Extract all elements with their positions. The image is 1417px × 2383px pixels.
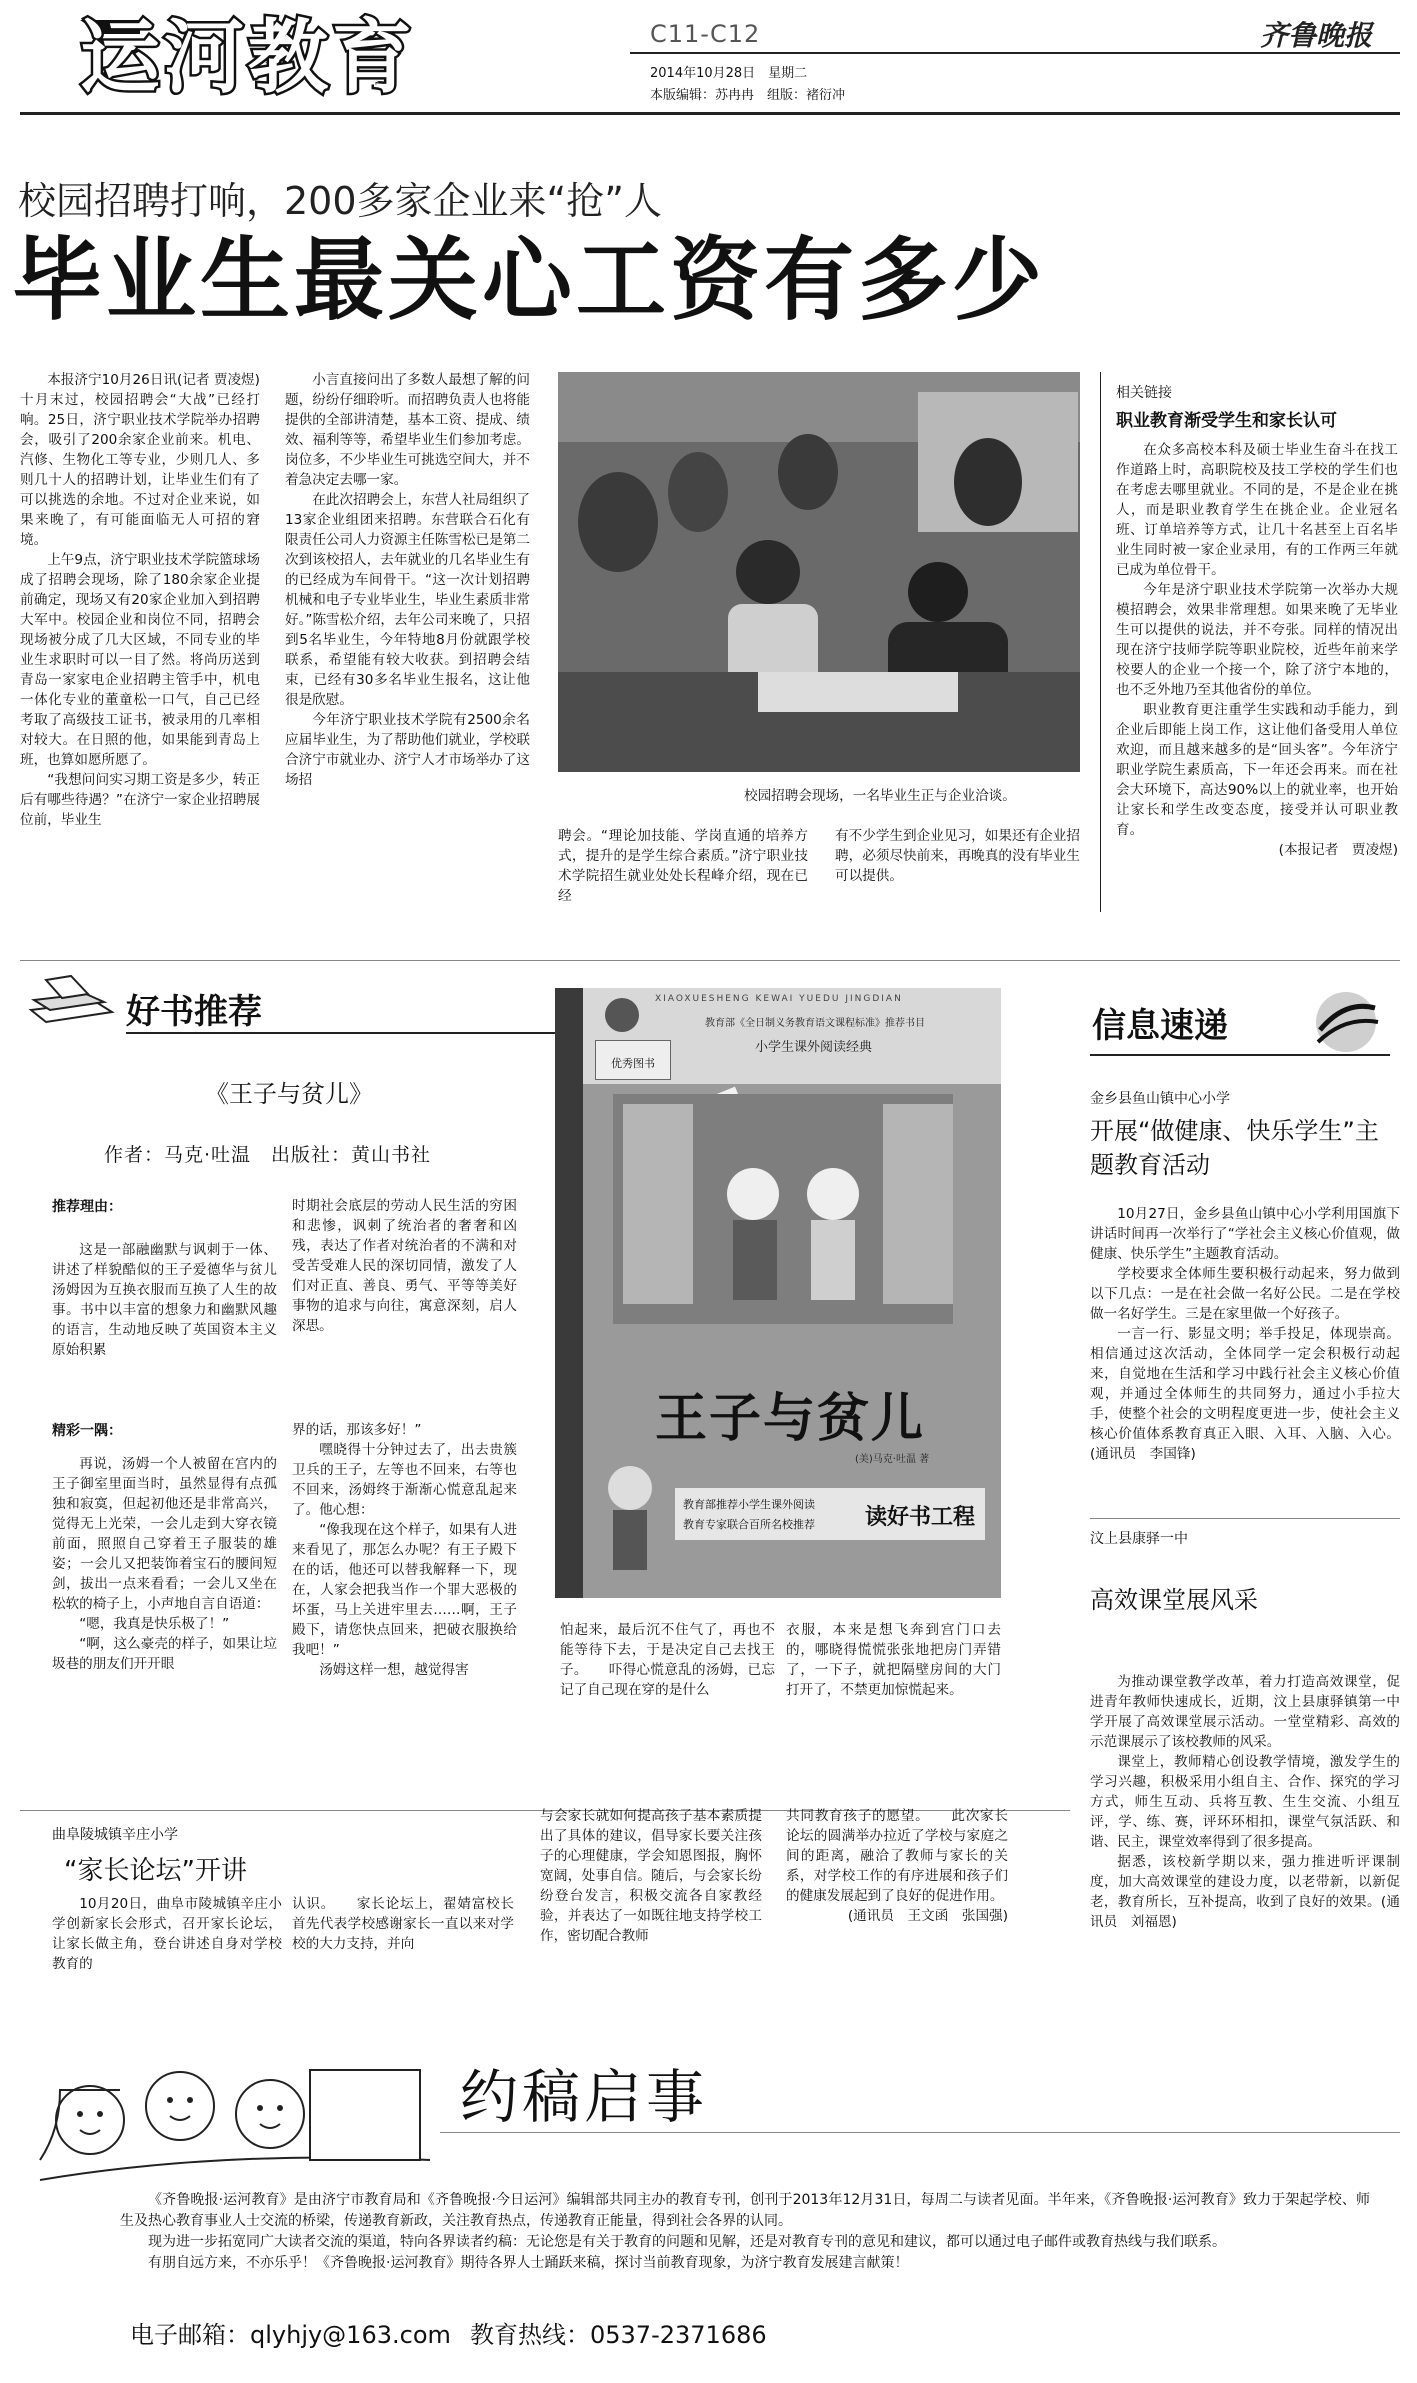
news-section-header [1090, 990, 1400, 1060]
cover-series: 教育部《全日制义务教育语文课程标准》推荐书目 [705, 1018, 925, 1029]
section-rule-1 [20, 960, 1400, 961]
sidebar-tag: 相关链接 [1116, 385, 1172, 401]
cover-spine [555, 988, 583, 1598]
news-item2-body: 为推动课堂教学改革，着力打造高效课堂，促进青年教师快速成长，近期，汶上县康驿镇第一中学开展了高效课堂展示活动。一堂堂精彩、高效的示范课展示了该校教师的风采。 课堂上，教师精心创设教学情境，激发学生的学习兴趣，积极采用小组自主、合作、探究的学习方式，师生互动、兵将互教、生生交流、小组互评，学、练、赛，评环环相扣，课堂气氛活跃、和谐、民主，课堂效率得到了很多提高。 据悉，该校新学期以来，强力推进听评课制度，加大高效课堂的建设力度，以老带新，以新促老，教育所长，互补提高，收到了良好的效果。(通讯员 刘福恩) [1090, 1674, 1400, 1930]
news-item1-place: 金乡县鱼山镇中心小学 [1090, 1091, 1230, 1107]
cover-subtitle: 小学生课外阅读经典 [755, 1040, 873, 1055]
lead-kicker: 校园招聘打响，200多家企业来“抢”人 [18, 179, 662, 223]
sidebar-divider [1100, 372, 1101, 912]
header-bottom-rule [20, 112, 1400, 115]
forum-place: 曲阜陵城镇辛庄小学 [52, 1827, 178, 1843]
masthead-logo [80, 11, 625, 104]
news-item2-title: 高效课堂展风采 [1090, 1586, 1258, 1614]
books-icon [26, 972, 116, 1032]
reason-label: 推荐理由： [52, 1199, 122, 1215]
news-item1-title: 开展“做健康、快乐学生”主题教育活动 [1090, 1117, 1379, 1179]
notice-para-3: 有朋自远方来，不亦乐乎！《齐鲁晚报·运河教育》期待各界人士踊跃来稿，探讨当前教育现象，为济宁教育发展建言献策！ [148, 2255, 909, 2271]
forum-column-2: 认识。 家长论坛上，翟婧富校长首先代表学校感谢家长一直以来对学校的大力支持，并向 [292, 1896, 514, 1952]
lead-photo-caption: 校园招聘会现场，一名毕业生正与企业洽谈。 [744, 788, 1016, 804]
book-section-header [26, 970, 576, 1040]
sidebar-body: 在众多高校本科及硕士毕业生奋斗在找工作道路上时，高职院校及技工学校的学生们也在考虑去哪里就业。不同的是，不是企业在挑人，而是职业教育学生在挑企业。企业冠名班、订单培养等方式，让几十名甚至上百名毕业生同时被一家企业录用，有的工作两三年就已成为单位骨干。 今年是济宁职业技术学院第一次举办大规模招聘会，效果非常理想。如果来晚了无毕业生可以提供的说法，并不夸张。同样的情况出现在济宁技师学院等职业院校，近些年前来学校要人的企业一个接一个，除了济宁本地的，也不乏外地乃至其他省份的单位。 职业教育更注重学生实践和动手能力，到企业后即能上岗工作，这让他们备受用人单位欢迎，而且越来越多的是“回头客”。今年济宁职业学院生素质高，下一年还会再来。而在社会大环境下，高达90%以上的就业率，也开始让家长和学生改变态度，接受并认可职业教育。 (本报记者 贾凌煜) [1116, 442, 1398, 858]
notice-title: 约稿启事 [460, 2063, 709, 2131]
contact-phone: 教育热线：0537-2371686 [470, 2321, 767, 2349]
sidebar-byline: (本报记者 贾凌煜) [1278, 842, 1398, 858]
contact-email: 电子邮箱：qlyhjy@163.com [130, 2321, 451, 2349]
lead-headline: 毕业生最关心工资有多少 [12, 228, 1046, 333]
book-header-rule [126, 1032, 566, 1034]
sidebar-title: 职业教育渐受学生和家长认可 [1116, 411, 1337, 431]
arrow-swoosh-icon [1290, 990, 1390, 1060]
brand-logo: 齐鲁晚报 [1260, 19, 1373, 52]
cover-illustration [583, 1084, 1001, 1334]
cover-author: (美)马克·吐温 著 [855, 1454, 930, 1465]
book-meta: 作者：马克·吐温 出版社：黄山书社 [104, 1144, 432, 1166]
book-section-title: 好书推荐 [126, 992, 262, 1032]
cover-award-text: 优秀图书 [611, 1057, 655, 1070]
forum-column-4: 共同教育孩子的愿望。 此次家长论坛的圆满举办拉近了学校与家庭之间的距离，融洽了教师与家长的关系，对学校工作的有序进展和孩子们的健康发展起到了良好的促进作用。 (通讯员 王文函 张国强) [786, 1808, 1008, 1924]
excerpt-column-2: 界的话，那该多好！” 嘿晓得十分钟过去了，出去贵簇卫兵的王子，左等也不回来，右等也不回来，汤姆终于渐渐心慌意乱起来了。他心想： “像我现在这个样子，如果有人进来看见了，那怎么办呢？有王子殿下在的话，他还可以替我解释一下，现在，人家会把我当作一个罪大恶极的坏蛋，马上关进牢里去……啊，王子殿下，请您快点回来，把破衣服换给我吧！” 汤姆这样一想，越觉得害 [292, 1422, 517, 1678]
masthead-title: 运河教育 [80, 11, 416, 104]
cover-title: 王子与贫儿 [655, 1389, 926, 1449]
news-section-title: 信息速递 [1092, 1006, 1228, 1046]
page-numbers: C11-C12 [650, 20, 761, 48]
cover-bottom-box [675, 1488, 985, 1540]
book-cover [555, 988, 1001, 1598]
news-item2-place: 汶上县康驿一中 [1090, 1531, 1188, 1547]
notice-para-2: 现为进一步拓宽同广大读者交流的渠道，特向各界读者约稿：无论您是有关于教育的问题和见解，还是对教育专刊的意见和建议，都可以通过电子邮件或教育热线与我们联系。 [148, 2234, 1226, 2250]
cover-bottom-line-2: 教育专家联合百所名校推荐 [683, 1518, 815, 1531]
news-header-rule [1090, 1054, 1390, 1056]
excerpt-column-3: 怕起来，最后沉不住气了，再也不能等待下去，于是决定自己去找王子。 吓得心慌意乱的汤姆，已忘记了自己现在穿的是什么 [560, 1622, 775, 1698]
cover-award-badge [595, 1040, 671, 1080]
news-item1-body: 10月27日，金乡县鱼山镇中心小学利用国旗下讲话时间再一次举行了“学社会主义核心价值观，做健康、快乐学生”主题教育活动。 学校要求全体师生要积极行动起来，努力做到以下几点：一是在社会做一名好公民。二是在学校做一名好学生。三是在家里做一个好孩子。 一言一行、影显文明；举手投足，体现崇高。相信通过这次活动，全体同学一定会积极行动起来，自觉地在生活和学习中践行社会主义核心价值观，并通过全体师生的共同努力，通过小手拉大手，使整个社会的文明程度更进一步，使社会主义核心价值体系教育真正入眼、入耳、入脑、入心。(通讯员 李国锋) [1090, 1206, 1400, 1462]
notice-illustration [20, 2010, 440, 2190]
lead-column-4: 有不少学生到企业见习，如果还有企业招聘，必须尽快前来，再晚真的没有毕业生可以提供。 [835, 828, 1080, 884]
book-title: 《王子与贫儿》 [205, 1080, 373, 1108]
lead-photo [558, 372, 1080, 772]
cover-publisher-logo [605, 998, 639, 1032]
notice-para-1: 《齐鲁晚报·运河教育》是由济宁市教育局和《齐鲁晚报·今日运河》编辑部共同主办的教育专刊，创刊于2013年12月31日，每周二与读者见面。半年来，《齐鲁晚报·运河教育》致力于架起学校、师生及热心教育事业人士交流的桥梁，传递教育新政，关注教育热点，传递教育正能量，得到社会各界的认同。 [120, 2192, 1370, 2229]
notice-title-rule [440, 2132, 1400, 2133]
excerpt-label: 精彩一隅： [52, 1423, 122, 1439]
forum-column-3: 与会家长就如何提高孩子基本素质提出了具体的建议，倡导家长要关注孩子的心理健康，学会知恩图报，胸怀宽阔，处事自信。随后，与会家长纷纷登台发言，积极交流各自家教经验，并表达了一如既往地支持学校工作，密切配合教师 [540, 1808, 762, 1944]
forum-byline: (通讯员 王文函 张国强) [847, 1908, 1008, 1924]
editor-credit: 本版编辑：苏冉冉 组版：褚衍冲 [650, 88, 846, 103]
forum-title: “家长论坛”开讲 [64, 1856, 247, 1886]
excerpt-column-1: 再说，汤姆一个人被留在宫内的王子御室里面当时，虽然显得有点孤独和寂寞，但起初他还是非常高兴，觉得无上光荣，一会儿走到大穿衣镜前面，照照自己穿着王子服装的雄姿；一会儿又把装饰着宝石的腰间短剑，拔出一点来看看；一会儿又坐在松软的椅子上，小声地自言自语道： “嗯，我真是快乐极了！” “啊，这么豪壳的样子，如果让垃圾巷的朋友们开开眼 [52, 1456, 277, 1672]
cover-pinyin: XIAOXUESHENG KEWAI YUEDU JINGDIAN [655, 994, 903, 1004]
forum-column-1: 10月20日，曲阜市陵城镇辛庄小学创新家长会形式，召开家长论坛，让家长做主角，登台讲述自身对学校教育的 [52, 1896, 282, 1972]
cover-bottom-line-1: 教育部推荐小学生课外阅读 [683, 1498, 815, 1511]
issue-date: 2014年10月28日 星期二 [650, 66, 808, 81]
lead-column-3: 聘会。“理论加技能、学岗直通的培养方式，提升的是学生综合素质。”济宁职业技术学院招生就业处处长程峰介绍，现在已经 [558, 828, 808, 904]
lead-column-2: 小言直接问出了多数人最想了解的问题，纷纷仔细聆听。而招聘负责人也将能提供的全部讲清楚，基本工资、提成、绩效、福利等等，希望毕业生们参加考虑。岗位多，不少毕业生可挑选空间大，并不着急决定去哪一家。 在此次招聘会上，东营人社局组织了13家企业组团来招聘。东营联合石化有限责任公司人力资源主任陈雪松已是第二次到该校招人，去年就业的几名毕业生有的已经成为车间骨干。“这一次计划招聘机械和电子专业毕业生，毕业生素质非常好。”陈雪松介绍，去年公司来晚了，只招到5名毕业生，今年特地8月份就跟学校联系，希望能有较大收获。到招聘会结束，已经有30多名毕业生报名，这让他很是欣慰。 今年济宁职业技术学院有2500余名应届毕业生，为了帮助他们就业，学校联合济宁市就业办、济宁人才市场举办了这场招 [285, 372, 530, 788]
lead-column-1: 本报济宁10月26日讯(记者 贾凌煜) 十月末过，校园招聘会“大战”已经打响。25日，济宁职业技术学院举办招聘会，吸引了200余家企业前来。机电、汽修、生物化工等专业，少则几人、多则几十人的招聘计划，让毕业生们有了可以挑选的余地。不过对企业来说，如果来晚了，有可能面临无人可招的窘境。 上午9点，济宁职业技术学院篮球场成了招聘会现场，除了180余家企业提前确定，现场又有20家企业加入到招聘大军中。校园企业和岗位不同，招聘会现场被分成了几大区域，不同专业的毕业生求职时可以一目了然。将尚历送到青岛一家家电企业招聘主管手中，机电一体化专业的董童松一口气，自己已经考取了高级技工证书，被录用的几率相对较大。在日照的他，如果能到青岛上班，也算如愿所愿了。 “我想问问实习期工资是多少，转正后有哪些待遇？”在济宁一家企业招聘展位前，毕业生 [20, 372, 274, 828]
notice-body [120, 2190, 1370, 2300]
reason-column-1: 这是一部融幽默与讽刺于一体、讲述了样貌酷似的王子爱德华与贫儿汤姆因为互换衣服而互换了人生的故事。书中以丰富的想象力和幽默风趣的语言，生动地反映了英国资本主义原始积累 [52, 1242, 277, 1358]
excerpt-column-4: 衣服，本来是想飞奔到宫门口去的，哪晓得慌慌张张地把房门弄错了，一下子，就把隔壁房间的大门打开了，不禁更加惊慌起来。 [786, 1622, 1001, 1698]
news-divider [1090, 1518, 1400, 1519]
cover-child-figure [595, 1458, 665, 1578]
reason-column-2: 时期社会底层的劳动人民生活的穷困和悲惨，讽刺了统治者的奢奢和凶残，表达了作者对统治者的不满和对受苦受难人民的深切同情，激发了人们对正直、善良、勇气、平等等美好事物的追求与向往，寓意深刻，启人深思。 [292, 1198, 517, 1334]
cover-project: 读好书工程 [865, 1505, 976, 1530]
